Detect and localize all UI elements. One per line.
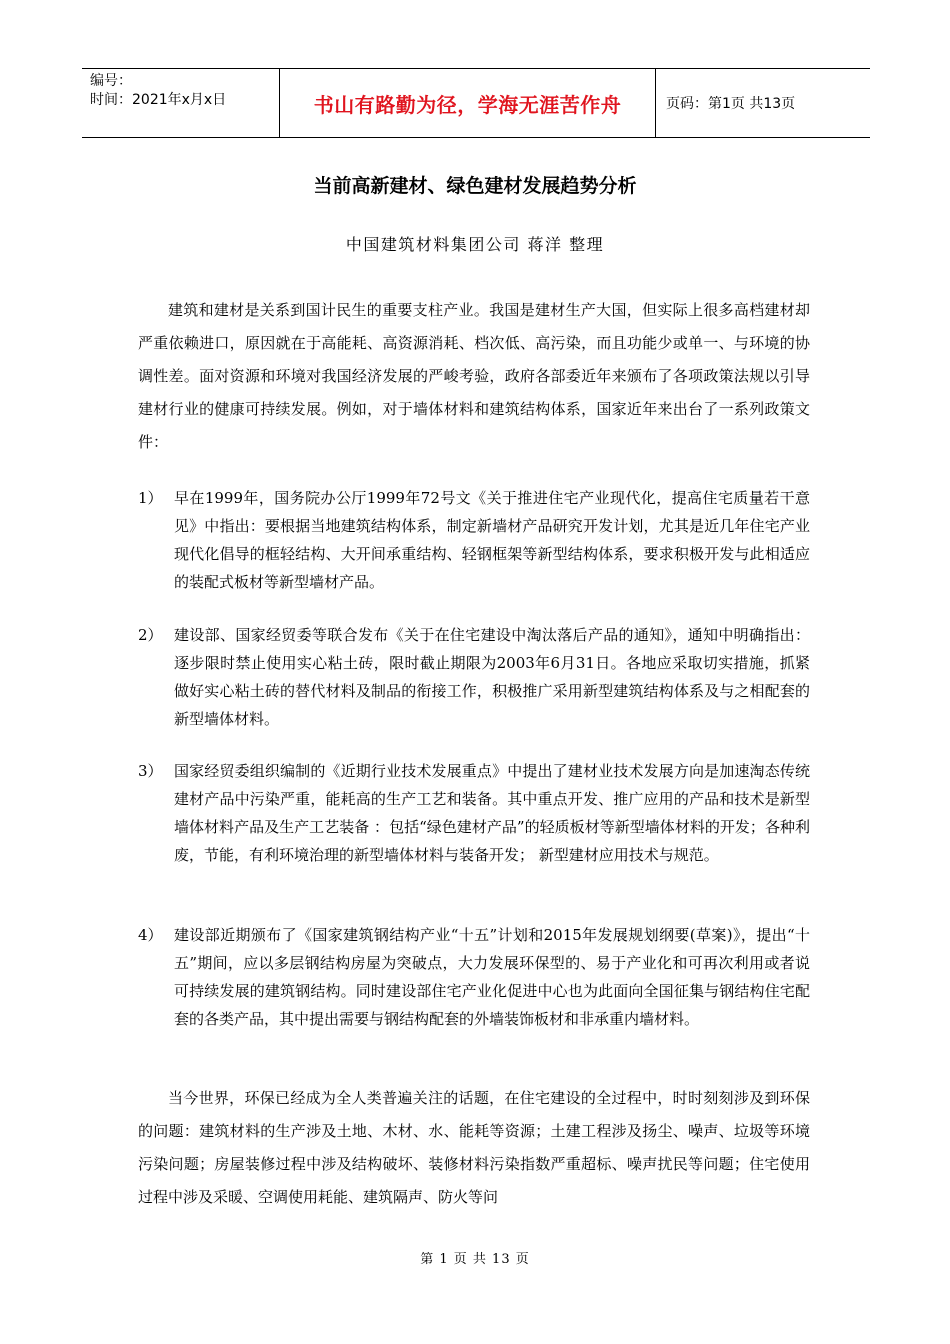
- list-item-text: 早在1999年，国务院办公厅1999年72号文《关于推进住宅产业现代化，提高住宅质量若干意见》中指出：要根据当地建筑结构体系，制定新墙材产品研究开发计划，尤其是近几年住宅产业现代化倡导的框轻结构、大开间承重结构、轻钢框架等新型结构体系，要求积极开发与此相适应的装配式板材等新型墙材产品。: [174, 489, 810, 591]
- list-item-number: 3）: [138, 762, 163, 780]
- intro-paragraph: 建筑和建材是关系到国计民生的重要支柱产业。我国是建材生产大国，但实际上很多高档建材却严重依赖进口，原因就在于高能耗、高资源消耗、档次低、高污染，而且功能少或单一、与环境的协调性差。面对资源和环境对我国经济发展的严峻考验，政府各部委近年来颁布了各项政策法规以引导建材行业的健康可持续发展。例如，对于墙体材料和建筑结构体系，国家近年来出台了一系列政策文件：: [138, 301, 810, 451]
- header-motto: 书山有路勤为径，学海无涯苦作舟: [280, 69, 656, 137]
- page-footer: 第 1 页 共 13 页: [420, 1252, 530, 1267]
- document-number-label: 编号：: [90, 73, 132, 89]
- list-item-text: 建设部、国家经贸委等联合发布《关于在住宅建设中淘汰落后产品的通知》，通知中明确指出：逐步限时禁止使用实心粘土砖，限时截止期限为2003年6月31日。各地应采取切实措施，抓紧做好实心粘土砖的替代材料及制品的衔接工作，积极推广采用新型建筑结构体系及与之相配套的新型墙体材料。: [174, 626, 810, 728]
- list-item-text: 建设部近期颁布了《国家建筑钢结构产业“十五”计划和2015年发展规划纲要(草案)》，提出“十五”期间，应以多层钢结构房屋为突破点，大力发展环保型的、易于产业化和可再次利用或者说可持续发展的建筑钢结构。同时建设部住宅产业化促进中心也为此面向全国征集与钢结构住宅配套的各类产品，其中提出需要与钢结构配套的外墙装饰板材和非承重内墙材料。: [174, 926, 810, 1028]
- document-date-label: 时间：2021年x月x日: [90, 92, 227, 108]
- list-item-number: 1）: [138, 489, 163, 507]
- document-title: 当前高新建材、绿色建材发展趋势分析: [313, 175, 637, 197]
- header-page-info: 页码：第1页 共13页: [666, 96, 796, 112]
- list-item-text: 国家经贸委组织编制的《近期行业技术发展重点》中提出了建材业技术发展方向是加速淘态传统建材产品中污染严重，能耗高的生产工艺和装备。其中重点开发、推广应用的产品和技术是新型墙体材料产品及生产工艺装备 ：包括“绿色建材产品”的轻质板材等新型墙体材料的开发；各种利废，节能，有利环境治理的新型墙体材料与装备开发； 新型建材应用技术与规范。: [174, 762, 810, 864]
- closing-paragraph: 当今世界，环保已经成为全人类普遍关注的话题，在住宅建设的全过程中，时时刻刻涉及到环保的问题：建筑材料的生产涉及土地、木材、水、能耗等资源；土建工程涉及扬尘、噪声、垃圾等环境污染问题；房屋装修过程中涉及结构破坏、装修材料污染指数严重超标、噪声扰民等问题；住宅使用过程中涉及采暖、空调使用耗能、建筑隔声、防火等问: [138, 1089, 810, 1206]
- document-header: [82, 68, 870, 138]
- header-meta: [82, 69, 280, 137]
- document-author: 中国建筑材料集团公司 蒋洋 整理: [345, 235, 605, 254]
- list-item-number: 2）: [138, 626, 163, 644]
- list-item-number: 4）: [138, 926, 163, 944]
